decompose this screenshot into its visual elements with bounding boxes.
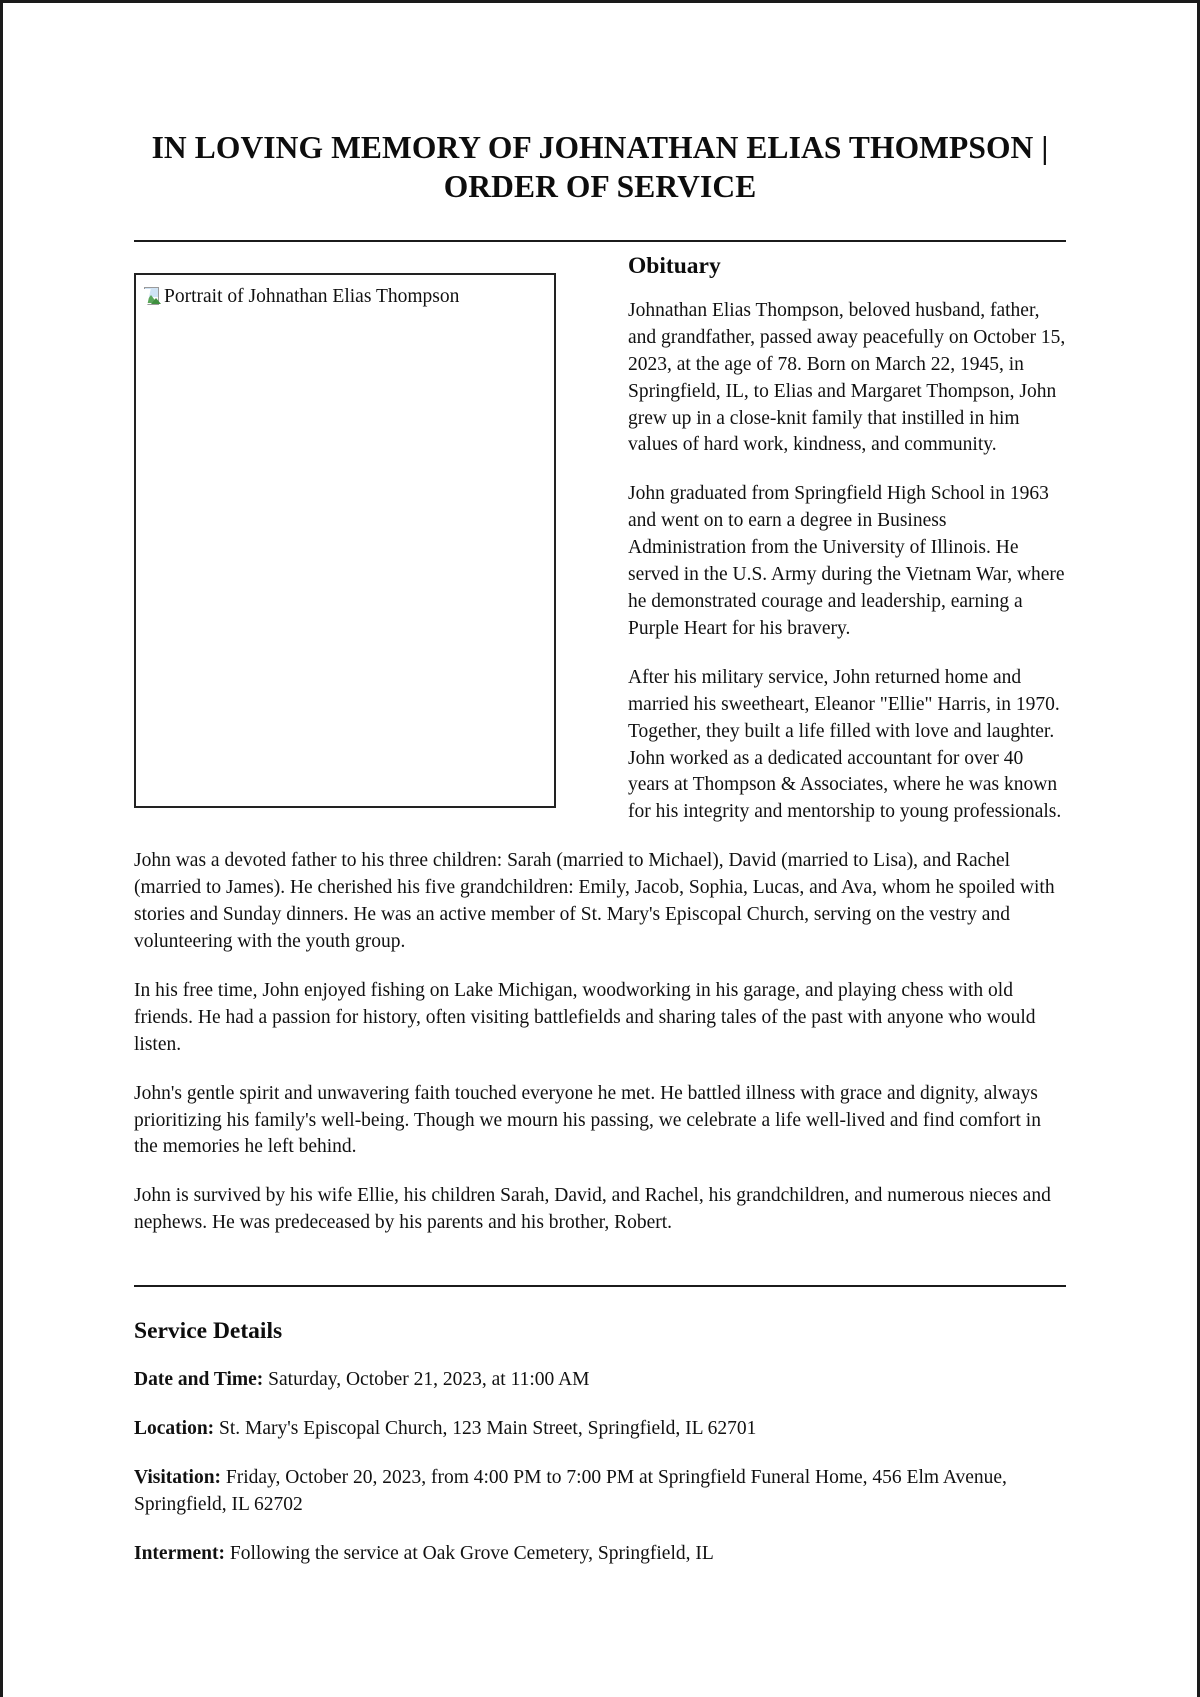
obituary-paragraph: John was a devoted father to his three children: Sarah (married to Michael), David (married to Lisa), and Rachel (married to James). He cherished his five grandchildren: Emily, Jacob, Sophia, Lucas, and Ava, whom he spoiled with stories and Sunday dinners. He was an active member of St. Mary's Episcopal Church, serving on the vestry and volunteering with the youth group. — [134, 850, 1055, 952]
service-detail-label: Interment: — [134, 1542, 225, 1564]
service-detail-row — [134, 1416, 1066, 1443]
service-detail-label: Location: — [134, 1418, 215, 1440]
obituary-paragraph: Johnathan Elias Thompson, beloved husband, father, and grandfather, passed away peacefully on October 15, 2023, at the age of 78. Born on March 22, 1945, in Springfield, IL, to Elias and Margaret Thompson, John grew up in a close-knit family that instilled in him values of hard work, kindness, and community. — [628, 299, 1066, 456]
obituary-paragraph: John is survived by his wife Ellie, his children Sarah, David, and Rachel, his grandchildren, and numerous nieces and nephews. He was predeceased by his parents and his brother, Robert. — [134, 1185, 1051, 1234]
service-detail-value: St. Mary's Episcopal Church, 123 Main Street, Springfield, IL 62701 — [219, 1418, 757, 1440]
portrait-alt-text: Portrait of Johnathan Elias Thompson — [164, 285, 460, 307]
portrait-image-placeholder — [134, 273, 556, 808]
obituary-paragraph: John's gentle spirit and unwavering faith touched everyone he met. He battled illness with grace and dignity, always prioritizing his family's well-being. Though we mourn his passing, we celebrate a life well-lived and find comfort in the memories he left behind. — [134, 1082, 1041, 1158]
service-detail-value: Following the service at Oak Grove Cemetery, Springfield, IL — [229, 1542, 714, 1564]
page-title: IN LOVING MEMORY OF JOHNATHAN ELIAS THOMPSON | ORDER OF SERVICE — [151, 130, 1049, 205]
service-details-divider — [134, 1285, 1066, 1287]
broken-image-row — [136, 275, 554, 309]
service-detail-row — [134, 1465, 1066, 1519]
service-detail-row — [134, 1367, 1066, 1394]
service-detail-label: Date and Time: — [134, 1369, 264, 1391]
obituary-heading: Obituary — [628, 252, 721, 279]
service-detail-value: Friday, October 20, 2023, from 4:00 PM to 7:00 PM at Springfield Funeral Home, 456 Elm Avenue, Springfield, IL 62702 — [134, 1467, 1007, 1516]
page-border-top — [0, 0, 1200, 3]
obituary-paragraph: After his military service, John returned home and married his sweetheart, Eleanor "Ellie" Harris, in 1970. Together, they built a life filled with love and laughter. John worked as a dedicated accountant for over 40 years at Thompson & Associates, where he was known for his integrity and mentorship to young professionals. — [628, 666, 1062, 823]
service-details-heading: Service Details — [134, 1318, 283, 1345]
service-details-section — [134, 1317, 1066, 1568]
obituary-section — [134, 252, 1066, 1259]
obituary-paragraph: John graduated from Springfield High School in 1963 and went on to earn a degree in Business Administration from the University of Illinois. He served in the U.S. Army during the Vietnam War, where he demonstrated courage and leadership, earning a Purple Heart for his bravery. — [628, 483, 1065, 639]
broken-image-icon — [142, 287, 162, 307]
page-border-left — [0, 0, 3, 1697]
service-detail-row — [134, 1541, 1066, 1568]
title-divider — [134, 240, 1066, 242]
service-detail-value: Saturday, October 21, 2023, at 11:00 AM — [268, 1369, 590, 1391]
service-detail-label: Visitation: — [134, 1467, 222, 1489]
obituary-paragraph: In his free time, John enjoyed fishing on Lake Michigan, woodworking in his garage, and playing chess with old friends. He had a passion for history, often visiting battlefields and sharing tales of the past with anyone who would listen. — [134, 979, 1036, 1055]
